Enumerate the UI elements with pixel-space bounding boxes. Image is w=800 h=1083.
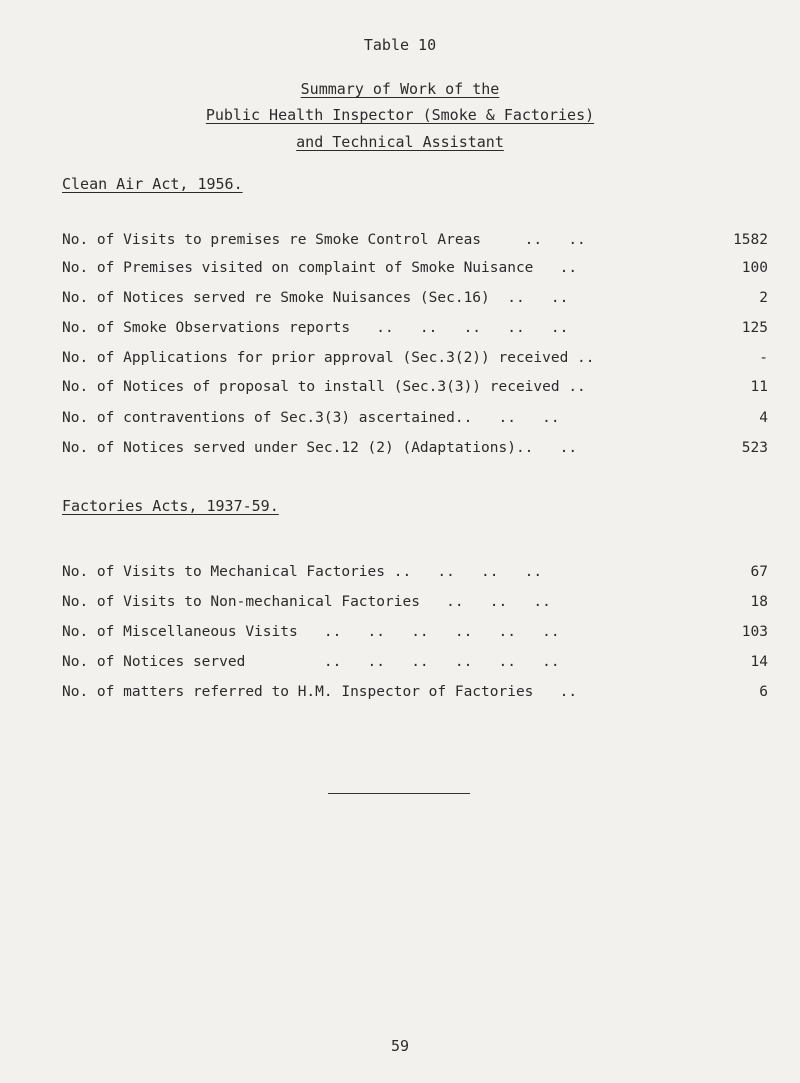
divider-rule bbox=[328, 793, 470, 794]
row-value: 2 bbox=[759, 290, 768, 306]
row-label: No. of Premises visited on complaint of Smoke Nuisance .. bbox=[62, 260, 578, 276]
row-label: No. of Notices of proposal to install (Sec.3(3)) received .. bbox=[62, 379, 586, 395]
heading-line-3: and Technical Assistant bbox=[296, 133, 504, 151]
section-heading-factories: Factories Acts, 1937-59. bbox=[62, 497, 279, 515]
row-label: No. of Miscellaneous Visits .. .. .. .. .. .. bbox=[62, 624, 560, 640]
table-row bbox=[62, 654, 768, 676]
table-row bbox=[62, 684, 768, 706]
row-value: 100 bbox=[741, 260, 768, 276]
table-row bbox=[62, 350, 768, 372]
row-label: No. of matters referred to H.M. Inspector of Factories .. bbox=[62, 684, 578, 700]
row-label: No. of Notices served re Smoke Nuisances (Sec.16) .. .. bbox=[62, 290, 569, 306]
table-title: Table 10 bbox=[363, 36, 437, 54]
row-value: 1582 bbox=[733, 232, 768, 248]
row-label: No. of contraventions of Sec.3(3) ascertained.. .. .. bbox=[62, 410, 560, 426]
row-value: 18 bbox=[750, 594, 768, 610]
row-value: 67 bbox=[750, 564, 768, 580]
table-row bbox=[62, 232, 768, 254]
table-row bbox=[62, 410, 768, 432]
table-row bbox=[62, 290, 768, 312]
page-number: 59 bbox=[390, 1037, 410, 1055]
row-label: No. of Notices served under Sec.12 (2) (Adaptations).. .. bbox=[62, 440, 578, 456]
row-value: 523 bbox=[741, 440, 768, 456]
row-value: 14 bbox=[750, 654, 768, 670]
table-row bbox=[62, 594, 768, 616]
heading-line-1: Summary of Work of the bbox=[300, 80, 500, 98]
row-label: No. of Visits to premises re Smoke Control Areas .. .. bbox=[62, 232, 586, 248]
section-heading-clean-air: Clean Air Act, 1956. bbox=[62, 175, 243, 193]
table-row bbox=[62, 440, 768, 462]
heading-line-2: Public Health Inspector (Smoke & Factories) bbox=[205, 106, 595, 124]
table-row bbox=[62, 320, 768, 342]
row-label: No. of Visits to Non-mechanical Factories .. .. .. bbox=[62, 594, 551, 610]
row-label: No. of Visits to Mechanical Factories .. .. .. .. bbox=[62, 564, 543, 580]
row-label: No. of Smoke Observations reports .. .. .. .. .. bbox=[62, 320, 569, 336]
row-value: 6 bbox=[759, 684, 768, 700]
table-row bbox=[62, 624, 768, 646]
row-value: - bbox=[759, 350, 768, 366]
row-value: 125 bbox=[741, 320, 768, 336]
row-value: 11 bbox=[750, 379, 768, 395]
row-value: 4 bbox=[759, 410, 768, 426]
table-row bbox=[62, 564, 768, 586]
row-label: No. of Notices served .. .. .. .. .. .. bbox=[62, 654, 560, 670]
table-row bbox=[62, 379, 768, 401]
table-row bbox=[62, 260, 768, 282]
row-value: 103 bbox=[741, 624, 768, 640]
row-label: No. of Applications for prior approval (Sec.3(2)) received .. bbox=[62, 350, 595, 366]
